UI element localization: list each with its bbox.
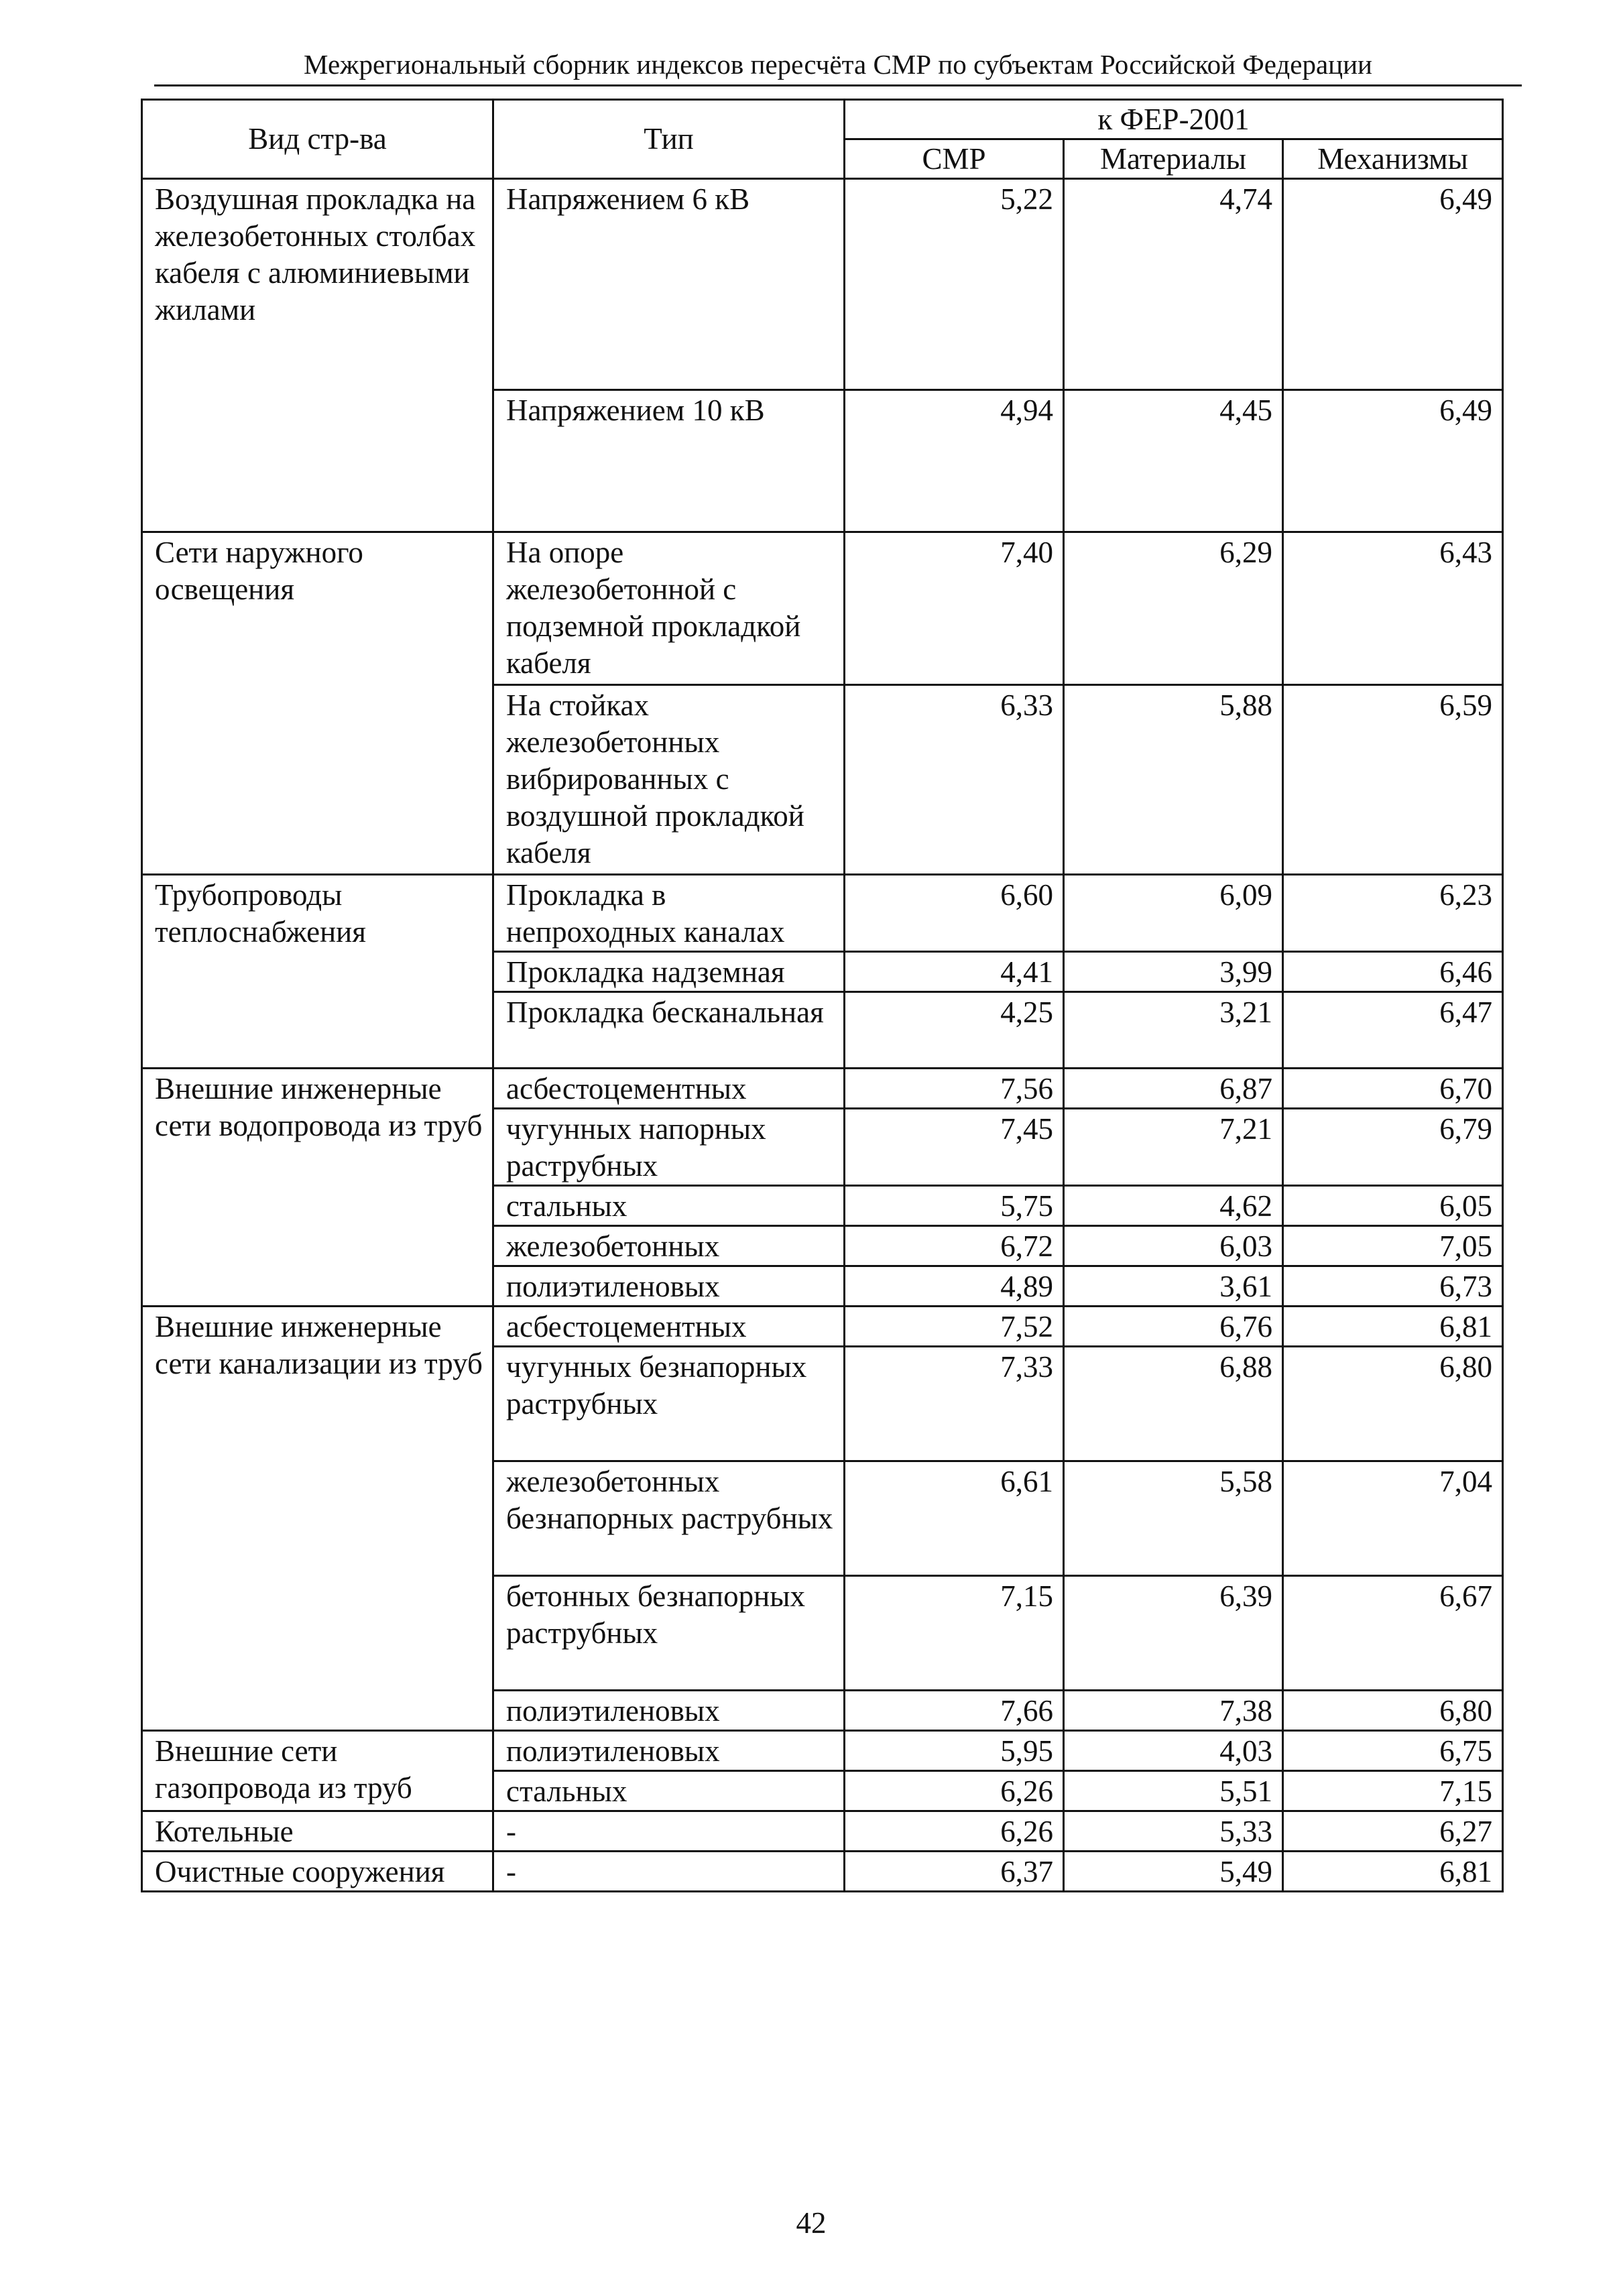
- table-body: [142, 179, 1503, 1892]
- table-row: [142, 532, 1503, 685]
- mechanisms-value: 6,81: [1283, 1852, 1503, 1892]
- tip-cell: железобетонных: [493, 1226, 845, 1266]
- mechanisms-value: 6,75: [1283, 1731, 1503, 1771]
- mechanisms-value: 7,04: [1283, 1461, 1503, 1576]
- tip-cell: стальных: [493, 1771, 845, 1811]
- materials-value: 6,76: [1064, 1307, 1283, 1347]
- materials-value: 7,21: [1064, 1109, 1283, 1186]
- mechanisms-value: 6,59: [1283, 685, 1503, 875]
- smr-value: 5,95: [845, 1731, 1064, 1771]
- smr-value: 7,33: [845, 1347, 1064, 1461]
- mechanisms-value: 6,79: [1283, 1109, 1503, 1186]
- mechanisms-value: 6,05: [1283, 1186, 1503, 1226]
- tip-cell: чугунных напорных раструбных: [493, 1109, 845, 1186]
- mechanisms-value: 7,15: [1283, 1771, 1503, 1811]
- table-row: [142, 1852, 1503, 1892]
- mechanisms-value: 6,23: [1283, 875, 1503, 952]
- mechanisms-value: 6,73: [1283, 1266, 1503, 1307]
- materials-value: 6,88: [1064, 1347, 1283, 1461]
- materials-value: 6,39: [1064, 1576, 1283, 1691]
- table-row: [142, 1307, 1503, 1347]
- smr-value: 6,72: [845, 1226, 1064, 1266]
- materials-value: 4,45: [1064, 390, 1283, 532]
- mechanisms-value: 6,81: [1283, 1307, 1503, 1347]
- smr-value: 4,41: [845, 952, 1064, 992]
- tip-cell: полиэтиленовых: [493, 1731, 845, 1771]
- column-header-materials: Материалы: [1064, 139, 1283, 179]
- column-header-smr: СМР: [845, 139, 1064, 179]
- page-number: 42: [796, 2206, 827, 2240]
- smr-value: 7,40: [845, 532, 1064, 685]
- table-row: [142, 1069, 1503, 1109]
- header-rule: [154, 84, 1522, 86]
- mechanisms-value: 6,49: [1283, 390, 1503, 532]
- mechanisms-value: 6,80: [1283, 1691, 1503, 1731]
- tip-cell: чугунных безнапорных раструбных: [493, 1347, 845, 1461]
- mechanisms-value: 6,70: [1283, 1069, 1503, 1109]
- mechanisms-value: 6,27: [1283, 1811, 1503, 1852]
- vid-cell: Трубопроводы теплоснабжения: [142, 875, 493, 1069]
- tip-cell: -: [493, 1811, 845, 1852]
- materials-value: 6,03: [1064, 1226, 1283, 1266]
- table-row: [142, 1811, 1503, 1852]
- smr-value: 4,94: [845, 390, 1064, 532]
- tip-cell: бетонных безнапорных раструбных: [493, 1576, 845, 1691]
- tip-cell: полиэтиленовых: [493, 1691, 845, 1731]
- column-header-tip: Тип: [493, 100, 845, 179]
- materials-value: 6,29: [1064, 532, 1283, 685]
- tip-cell: На стойках железобетонных вибрированных с воздушной прокладкой кабеля: [493, 685, 845, 875]
- tip-cell: Напряжением 6 кВ: [493, 179, 845, 390]
- mechanisms-value: 6,67: [1283, 1576, 1503, 1691]
- mechanisms-value: 6,43: [1283, 532, 1503, 685]
- materials-value: 7,38: [1064, 1691, 1283, 1731]
- materials-value: 5,51: [1064, 1771, 1283, 1811]
- materials-value: 3,21: [1064, 992, 1283, 1069]
- materials-value: 5,58: [1064, 1461, 1283, 1576]
- materials-value: 4,74: [1064, 179, 1283, 390]
- smr-value: 4,25: [845, 992, 1064, 1069]
- tip-cell: асбестоцементных: [493, 1069, 845, 1109]
- tip-cell: полиэтиленовых: [493, 1266, 845, 1307]
- mechanisms-value: 6,49: [1283, 179, 1503, 390]
- column-header-mechanisms: Механизмы: [1283, 139, 1503, 179]
- smr-value: 7,15: [845, 1576, 1064, 1691]
- materials-value: 5,33: [1064, 1811, 1283, 1852]
- smr-value: 5,75: [845, 1186, 1064, 1226]
- mechanisms-value: 6,47: [1283, 992, 1503, 1069]
- tip-cell: Напряжением 10 кВ: [493, 390, 845, 532]
- smr-value: 6,61: [845, 1461, 1064, 1576]
- smr-value: 6,60: [845, 875, 1064, 952]
- materials-value: 3,99: [1064, 952, 1283, 992]
- smr-value: 5,22: [845, 179, 1064, 390]
- materials-value: 5,49: [1064, 1852, 1283, 1892]
- tip-cell: Прокладка надземная: [493, 952, 845, 992]
- materials-value: 3,61: [1064, 1266, 1283, 1307]
- materials-value: 6,09: [1064, 875, 1283, 952]
- smr-value: 7,66: [845, 1691, 1064, 1731]
- mechanisms-value: 7,05: [1283, 1226, 1503, 1266]
- column-header-vid: Вид стр-ва: [142, 100, 493, 179]
- materials-value: 6,87: [1064, 1069, 1283, 1109]
- tip-cell: стальных: [493, 1186, 845, 1226]
- materials-value: 4,03: [1064, 1731, 1283, 1771]
- tip-cell: асбестоцементных: [493, 1307, 845, 1347]
- tip-cell: железобетонных безнапорных раструбных: [493, 1461, 845, 1576]
- tip-cell: Прокладка в непроходных каналах: [493, 875, 845, 952]
- running-header: Межрегиональный сборник индексов пересчёта СМР по субъектам Российской Федерации: [304, 49, 1372, 80]
- table-row: [142, 875, 1503, 952]
- mechanisms-value: 6,46: [1283, 952, 1503, 992]
- smr-value: 7,52: [845, 1307, 1064, 1347]
- smr-value: 6,37: [845, 1852, 1064, 1892]
- tip-cell: На опоре железобетонной с подземной прокладкой кабеля: [493, 532, 845, 685]
- materials-value: 5,88: [1064, 685, 1283, 875]
- smr-value: 7,45: [845, 1109, 1064, 1186]
- smr-value: 6,26: [845, 1771, 1064, 1811]
- smr-value: 4,89: [845, 1266, 1064, 1307]
- vid-cell: Внешние сети газопровода из труб: [142, 1731, 493, 1811]
- tip-cell: Прокладка бесканальная: [493, 992, 845, 1069]
- vid-cell: Очистные сооружения: [142, 1852, 493, 1892]
- column-group-header: к ФЕР-2001: [845, 100, 1503, 139]
- materials-value: 4,62: [1064, 1186, 1283, 1226]
- tip-cell: -: [493, 1852, 845, 1892]
- vid-cell: Сети наружного освещения: [142, 532, 493, 875]
- vid-cell: Воздушная прокладка на железобетонных столбах кабеля с алюминиевыми жилами: [142, 179, 493, 532]
- smr-value: 6,33: [845, 685, 1064, 875]
- table-header: [142, 100, 1503, 179]
- mechanisms-value: 6,80: [1283, 1347, 1503, 1461]
- table-row: [142, 1731, 1503, 1771]
- table-row: [142, 179, 1503, 390]
- index-table: [141, 99, 1504, 1892]
- vid-cell: Внешние инженерные сети канализации из труб: [142, 1307, 493, 1731]
- smr-value: 6,26: [845, 1811, 1064, 1852]
- smr-value: 7,56: [845, 1069, 1064, 1109]
- vid-cell: Внешние инженерные сети водопровода из труб: [142, 1069, 493, 1307]
- vid-cell: Котельные: [142, 1811, 493, 1852]
